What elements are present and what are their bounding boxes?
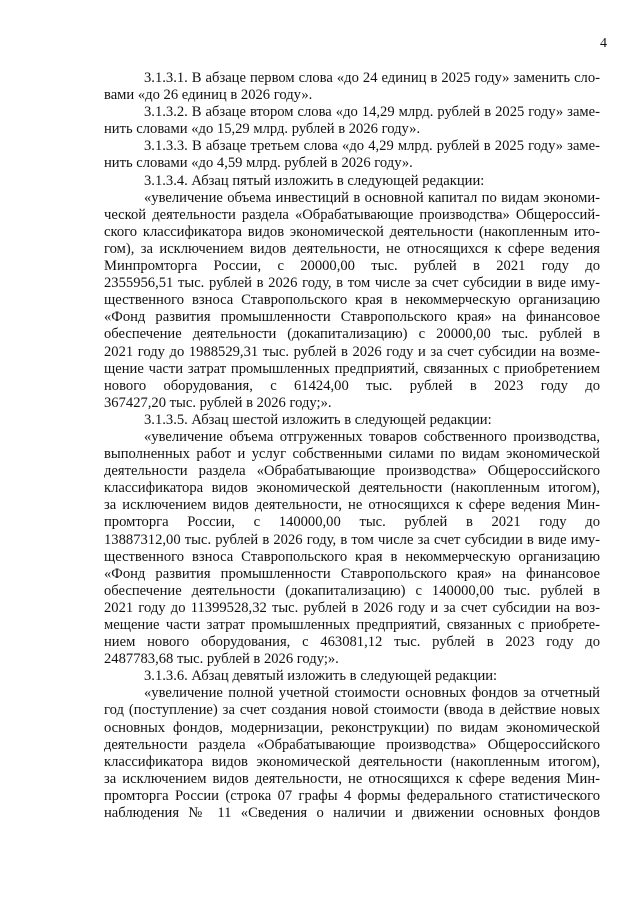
document-body: [104, 70, 600, 822]
text-line: нием нового оборудования, с 463081,12 тыс. рублей в 2023 году до: [104, 634, 600, 651]
text-line: промторга России (строка 07 графы 4 формы федерального статистического: [104, 787, 600, 804]
text-line: деятельности раздела «Обрабатывающие производства» Общероссийского: [104, 463, 600, 480]
text-line: ческой деятельности раздела «Обрабатывающие производства» Общероссий-: [104, 206, 600, 223]
text-line: 3.1.3.1. В абзаце первом слова «до 24 единиц в 2025 году» заменить сло-: [144, 70, 600, 86]
text-line: гом), за исключением видов деятельности, не относящихся к сфере ведения: [104, 240, 600, 257]
text-line: обеспечение деятельности (докапитализацию) с 140000,00 тыс. рублей в: [104, 582, 600, 599]
text-line: 3.1.3.6. Абзац девятый изложить в следующей редакции:: [144, 668, 498, 685]
text-line: щественного взноса Ставропольского края в некоммерческую организацию: [104, 292, 600, 309]
text-line: год (поступление) за счет создания новой стоимости (ввода в действие новых: [104, 702, 600, 719]
text-line: 367427,20 тыс. рублей в 2026 году;».: [104, 394, 332, 411]
text-line: за исключением видов деятельности, не относящихся к сфере ведения Мин-: [104, 770, 600, 787]
text-line: основных фондов, модернизации, реконструкции) по видам экономической: [104, 719, 600, 736]
text-line: «Фонд развития промышленности Ставропольского края» на финансовое: [104, 565, 600, 582]
text-line: «увеличение полной учетной стоимости основных фондов за отчетный: [144, 685, 600, 702]
text-line: 2487783,68 тыс. рублей в 2026 году;».: [104, 651, 339, 668]
text-line: деятельности раздела «Обрабатывающие производства» Общероссийского: [104, 736, 600, 753]
text-line: обеспечение деятельности (докапитализацию) с 20000,00 тыс. рублей в: [104, 326, 600, 343]
text-line: 3.1.3.4. Абзац пятый изложить в следующей редакции:: [144, 172, 485, 189]
text-line: 2021 году до 1988529,31 тыс. рублей в 2026 году и за счет субсидии на возме-: [104, 343, 600, 360]
text-line: промторга России, с 140000,00 тыс. рублей в 2021 году до: [104, 514, 600, 531]
text-line: классификатора видов экономической деятельности (накопленным итогом),: [104, 480, 600, 497]
text-line: 2355956,51 тыс. рублей в 2026 году, в том числе за счет субсидии в виде иму-: [104, 275, 600, 292]
text-line: «увеличение объема инвестиций в основной капитал по видам экономи-: [144, 189, 600, 206]
page-number: 4: [600, 36, 607, 51]
text-line: выполненных работ и услуг собственными силами по видам экономической: [104, 446, 600, 463]
text-line: 3.1.3.5. Абзац шестой изложить в следующей редакции:: [144, 411, 492, 428]
text-line: 3.1.3.3. В абзаце третьем слова «до 4,29 млрд. рублей в 2025 году» заме-: [144, 138, 600, 155]
text-line: наблюдения № 11 «Сведения о наличии и движении основных фондов: [104, 805, 600, 822]
text-line: 2021 году до 11399528,32 тыс. рублей в 2026 году и за счет субсидии на воз-: [104, 599, 600, 616]
text-line: Минпромторга России, с 20000,00 тыс. рублей в 2021 году до: [104, 258, 600, 275]
text-line: ского классификатора видов экономической деятельности (накопленным ито-: [104, 223, 600, 240]
text-line: 3.1.3.2. В абзаце втором слова «до 14,29 млрд. рублей в 2025 году» заме-: [144, 104, 600, 121]
text-line: «Фонд развития промышленности Ставропольского края» на финансовое: [104, 309, 600, 326]
text-line: нить словами «до 4,59 млрд. рублей в 2026 году».: [104, 155, 413, 172]
text-line: «увеличение объема отгруженных товаров собственного производства,: [144, 428, 600, 445]
text-line: за исключением видов деятельности, не относящихся к сфере ведения Мин-: [104, 497, 600, 514]
text-line: 13887312,00 тыс. рублей в 2026 году, в том числе за счет субсидии в виде иму-: [104, 531, 600, 548]
text-line: щение части затрат промышленных предприятий, связанных с приобретением: [104, 360, 600, 377]
text-line: мещение части затрат промышленных предприятий, связанных с приобрете-: [104, 617, 600, 633]
text-line: нить словами «до 15,29 млрд. рублей в 2026 году».: [104, 121, 421, 138]
text-line: классификатора видов экономической деятельности (накопленным итогом),: [104, 753, 600, 770]
text-line: нового оборудования, с 61424,00 тыс. рублей в 2023 году до: [104, 377, 600, 394]
text-line: щественного взноса Ставропольского края в некоммерческую организацию: [104, 548, 600, 565]
text-line: вами «до 26 единиц в 2026 году».: [104, 87, 313, 104]
